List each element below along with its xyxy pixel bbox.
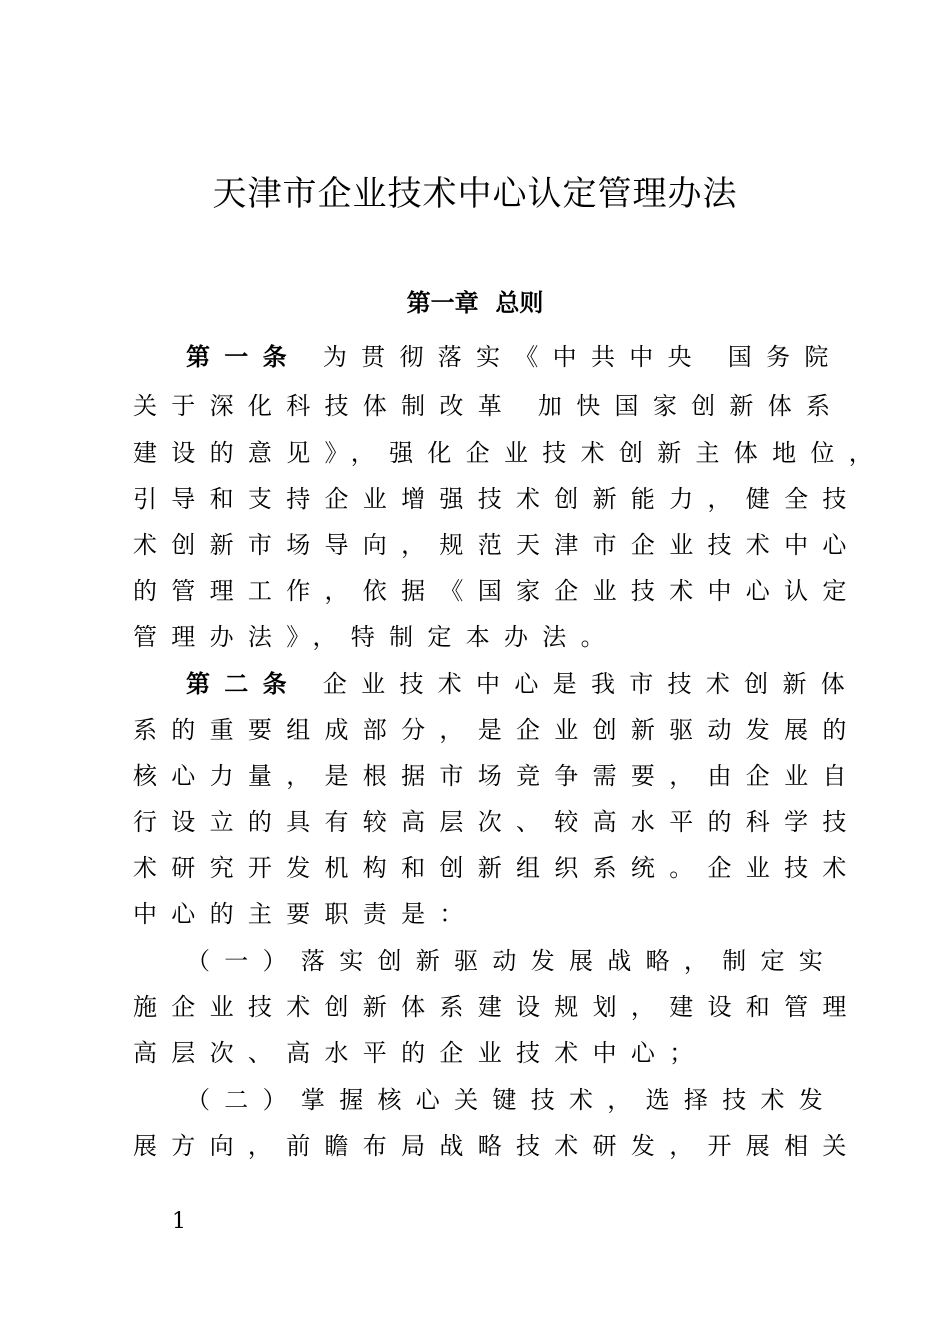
article1-line: 术创新市场导向，规范天津市企业技术中心 <box>133 531 861 559</box>
article1-line: 建设的意见》，强化企业技术创新主体地位， <box>133 439 887 467</box>
item1-line: 高层次、高水平的企业技术中心； <box>133 1039 708 1067</box>
article2-label: 第二条 <box>186 670 301 698</box>
chapter-heading: 第一章 总则 <box>406 289 544 317</box>
page-number: 1 <box>172 1209 186 1234</box>
article2-line: 术研究开发机构和创新组织系统。企业技术 <box>133 854 861 882</box>
article2-line: 系的重要组成部分，是企业创新驱动发展的 <box>133 716 861 744</box>
article2-line: 行设立的具有较高层次、较高水平的科学技 <box>133 808 861 836</box>
article1-line: 管理办法》，特制定本办法。 <box>133 623 619 651</box>
item1-line: 施企业技术创新体系建设规划，建设和管理 <box>133 993 861 1021</box>
article1-line: 关于深化科技体制改革 加快国家创新体系 <box>133 392 845 420</box>
article2-line: 中心的主要职责是： <box>133 900 478 928</box>
item2-line: （二）掌握核心关键技术，选择技术发 <box>186 1086 838 1114</box>
article1-line: 的管理工作，依据《国家企业技术中心认定 <box>133 577 861 605</box>
article2-line: 核心力量，是根据市场竞争需要，由企业自 <box>133 762 861 790</box>
article1-label: 第一条 <box>186 343 301 371</box>
article2-first-line <box>186 667 859 701</box>
article1-line: 引导和支持企业增强技术创新能力，健全技 <box>133 485 861 513</box>
document-title: 天津市企业技术中心认定管理办法 <box>212 174 738 214</box>
article2-text: 企业技术中心是我市技术创新体 <box>322 670 860 698</box>
item2-line: 展方向，前瞻布局战略技术研发，开展相关 <box>133 1132 861 1160</box>
item1-line: （一）落实创新驱动发展战略，制定实 <box>186 947 838 975</box>
article1-text: 为贯彻落实《中共中央 国务院 <box>322 343 843 371</box>
article1-first-line <box>186 340 843 374</box>
